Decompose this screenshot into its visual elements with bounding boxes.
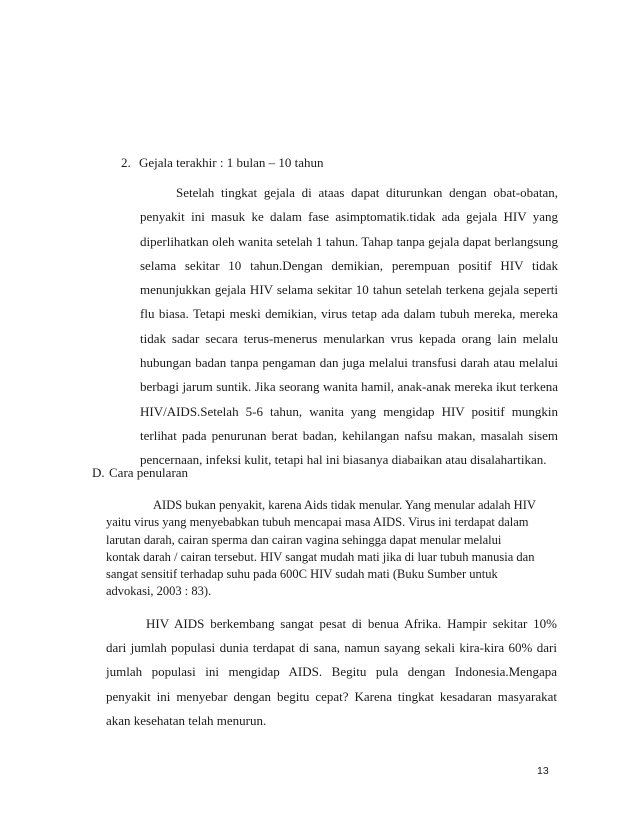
paragraph-line: sangat sensitif terhadap suhu pada 600C HIV sudah mati (Buku Sumber untuk bbox=[106, 567, 498, 582]
section-title: Cara penularan bbox=[109, 465, 189, 480]
paragraph-line: yaitu virus yang menyebabkan tubuh mencapai masa AIDS. Virus ini terdapat dalam bbox=[106, 515, 529, 530]
paragraph-line: AIDS bukan penyakit, karena Aids tidak menular. Yang menular adalah HIV bbox=[153, 498, 536, 512]
page-number: 13 bbox=[537, 765, 549, 777]
paragraph-line: HIV/AIDS.Setelah 5-6 tahun, wanita yang mengidap HIV positif mungkin bbox=[140, 403, 558, 419]
paragraph-line: akan kesehatan telah menurun. bbox=[106, 712, 267, 728]
paragraph-line: tidak sadar secara terus-menerus menularkan vrus kepada orang lain melalu bbox=[140, 330, 558, 346]
paragraph-line: pencernaan, infeksi kulit, tetapi hal ini biasanya diabaikan atau disalahartikan. bbox=[140, 452, 547, 468]
paragraph-line: HIV AIDS berkembang sangat pesat di benua Afrika. Hampir sekitar 10% bbox=[146, 616, 557, 631]
section-heading bbox=[92, 465, 188, 481]
paragraph-line: penyakit ini masuk ke dalam fase asimptomatik.tidak ada gejala HIV yang bbox=[140, 209, 558, 225]
paragraph-line: terlihat pada penurunan berat badan, kehilangan nafsu makan, masalah sisem bbox=[140, 427, 558, 443]
paragraph-line: larutan darah, cairan sperma dan cairan vagina sehingga dapat menular melalui bbox=[106, 532, 502, 547]
section-letter: D. bbox=[92, 465, 105, 480]
paragraph-line: dari jumlah populasi dunia terdapat di sana, namun sayang sekali kira-kira 60% dari bbox=[106, 640, 557, 656]
paragraph-late-symptoms bbox=[140, 181, 558, 473]
list-item-heading bbox=[121, 155, 323, 171]
list-item-title: Gejala terakhir : 1 bulan – 10 tahun bbox=[139, 155, 324, 170]
paragraph-line: Setelah tingkat gejala di ataas dapat diturunkan dengan obat-obatan, bbox=[176, 185, 558, 200]
paragraph-transmission bbox=[106, 497, 552, 601]
paragraph-line: jumlah populasi ini mengidap AIDS. Begitu pula dengan Indonesia.Mengapa bbox=[106, 664, 557, 680]
paragraph-africa bbox=[106, 612, 557, 733]
list-item-number: 2. bbox=[121, 155, 131, 170]
paragraph-line: berbagi jarum suntik. Jika seorang wanita hamil, anak-anak mereka ikut terkena bbox=[140, 379, 558, 395]
paragraph-line: hubungan badan tanpa pengaman dan juga melalui transfusi darah atau melalui bbox=[140, 355, 558, 371]
paragraph-line: advokasi, 2003 : 83). bbox=[106, 584, 212, 599]
paragraph-line: selama sekitar 10 tahun.Dengan demikian, perempuan positif HIV tidak bbox=[140, 257, 558, 273]
paragraph-line: diperlihatkan oleh wanita setelah 1 tahun. Tahap tanpa gejala dapat berlangsung bbox=[140, 233, 558, 249]
paragraph-line: penyakit ini menyebar dengan begitu cepat? Karena tingkat kesadaran masyarakat bbox=[106, 688, 557, 704]
paragraph-line: kontak darah / cairan tersebut. HIV sangat mudah mati jika di luar tubuh manusia dan bbox=[106, 549, 535, 564]
paragraph-line: flu biasa. Tetapi meski demikian, virus tetap ada dalam tubuh mereka, mereka bbox=[140, 306, 558, 322]
paragraph-line: menunjukkan gejala HIV selama sekitar 10 tahun setelah terkena gejala seperti bbox=[140, 282, 558, 298]
